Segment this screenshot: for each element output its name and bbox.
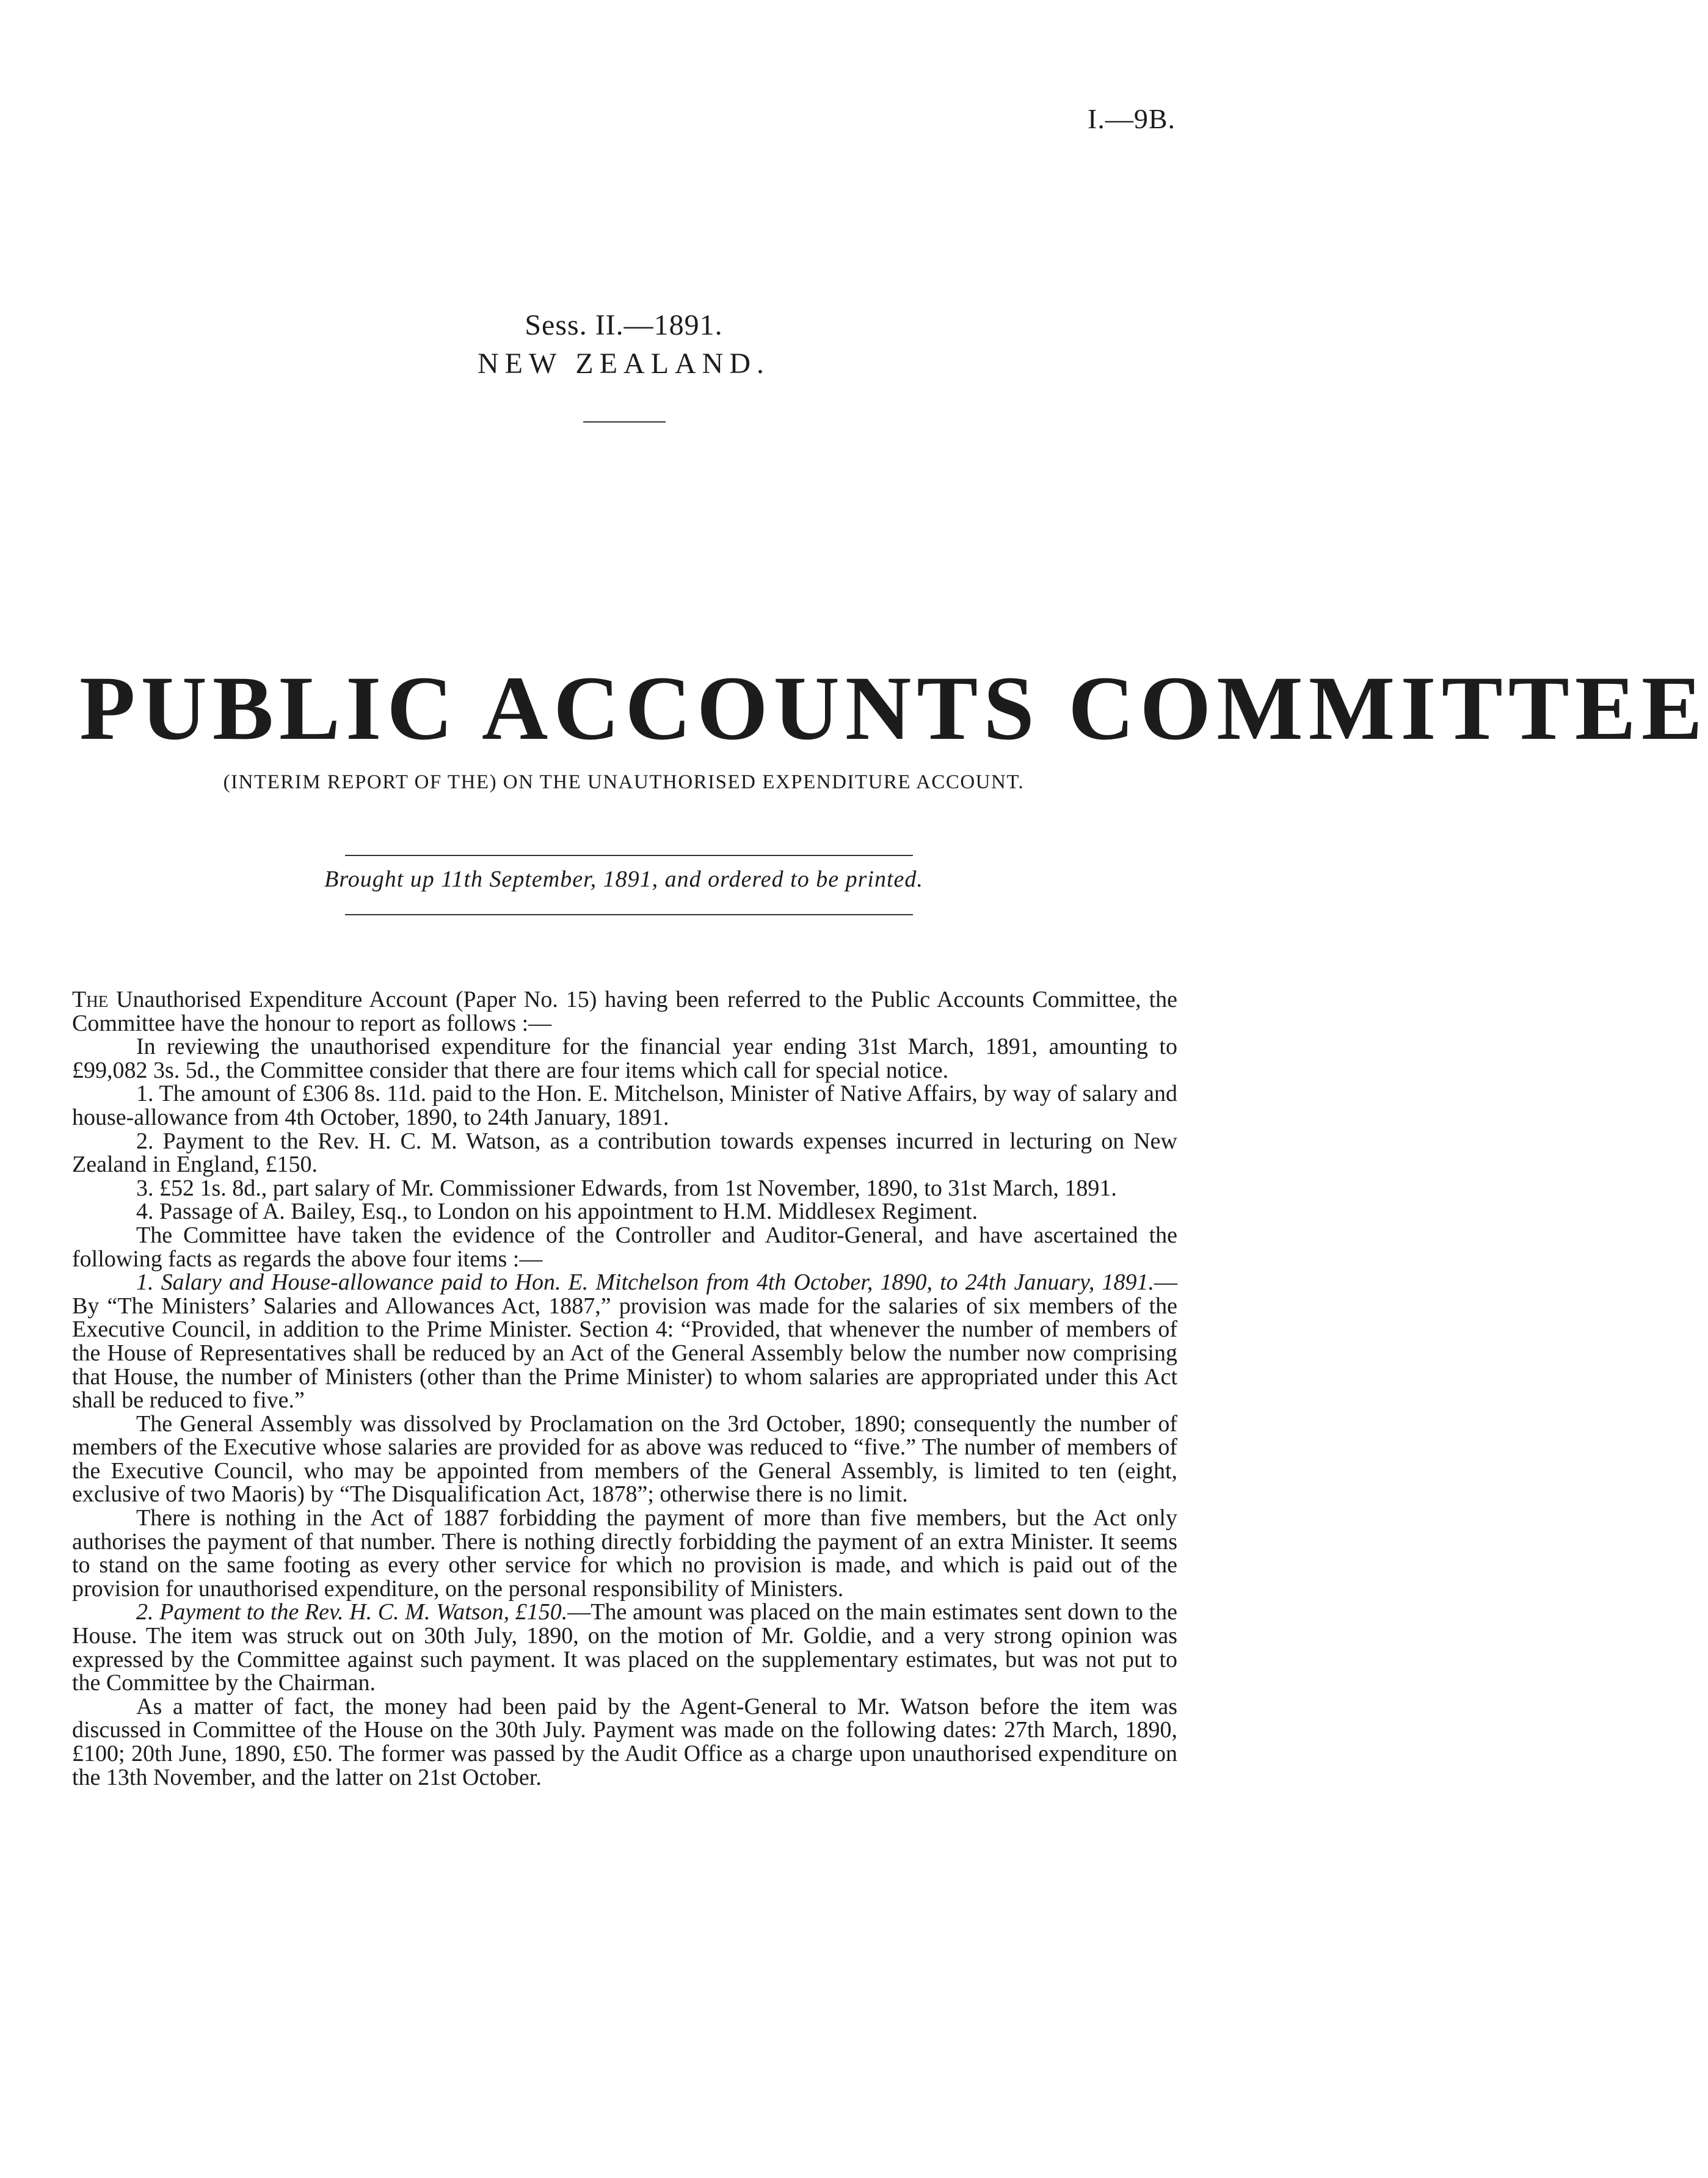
divider-top: [345, 855, 913, 856]
finding-1: [72, 1271, 1177, 1412]
finding-1-heading: 1. Salary and House-allowance paid to Hon. E. Mitchelson from 4th October, 1890, to 24th January, 1891.: [136, 1269, 1154, 1296]
paragraph-evidence: The Committee have taken the evidence of the Controller and Auditor-General, and have ascertained the following facts as regards the above four items :—: [72, 1222, 1177, 1272]
item-2: 2. Payment to the Rev. H. C. M. Watson, as a contribution towards expenses incurred in lecturing on New Zealand in England, £150.: [72, 1128, 1177, 1178]
paragraph-payment-dates: As a matter of fact, the money had been paid by the Agent-General to Mr. Watson before the item was discussed in Committee of the House on the 30th July. Payment was made on the following dates: 27th March, 1890, £100; 20th June, 1890, £50. The former was passed by the Audit Office as a charge upon unauthorised expenditure on the 13th November, and the latter on 21st October.: [72, 1693, 1177, 1790]
paragraph-review: In reviewing the unauthorised expenditure for the financial year ending 31st March, 1891, amounting to £99,082 3s. 5d., the Committee consider that there are four items which call for special notice.: [72, 1034, 1177, 1083]
finding-2: [72, 1600, 1177, 1694]
item-4: 4. Passage of A. Bailey, Esq., to London on his appointment to H.M. Middlesex Regiment.: [136, 1199, 978, 1225]
paragraph-lead-word: The: [72, 987, 109, 1012]
brought-up-line: Brought up 11th September, 1891, and ordered to be printed.: [324, 866, 923, 892]
finding-2-heading: 2. Payment to the Rev. H. C. M. Watson, £150.: [136, 1599, 568, 1625]
item-3: 3. £52 1s. 8d., part salary of Mr. Commissioner Edwards, from 1st November, 1890, to 31st March, 1891.: [136, 1175, 1117, 1201]
divider-short: [583, 421, 666, 423]
report-body: [72, 988, 1177, 1789]
paragraph-dissolution: The General Assembly was dissolved by Proclamation on the 3rd October, 1890; consequently the number of members of the Executive whose salaries are provided for as above was reduced to “five.” The number of members of the Executive Council, who may be appointed from members of the General Assembly, is limited to ten (eight, exclusive of two Maoris) by “The Disqualification Act, 1878”; otherwise there is no limit.: [72, 1410, 1177, 1508]
paragraph-intro-text: Unauthorised Expenditure Account (Paper No. 15) having been referred to the Public Accounts Committee, the Committee have the honour to report as follows :—: [72, 987, 1177, 1036]
country-line: NEW ZEALAND.: [477, 347, 771, 380]
paragraph-intro: [72, 988, 1177, 1035]
page-reference: I.—9B.: [1088, 103, 1176, 134]
paragraph-act-1887: There is nothing in the Act of 1887 forbidding the payment of more than five members, but the Act only authorises the payment of that number. There is nothing directly forbidding the payment of an extra Minister. It seems to stand on the same footing as every other service for which no provision is made, and which is paid out of the provision for unauthorised expenditure, on the personal responsibility of Ministers.: [72, 1505, 1177, 1602]
document-title: PUBLIC ACCOUNTS COMMITTEE: [79, 658, 1708, 759]
divider-bottom: [345, 914, 913, 915]
finding-1-text: —By “The Ministers’ Salaries and Allowances Act, 1887,” provision was made for the salaries of six members of the Executive Council, in addition to the Prime Minister. Section 4: “Provided, that whenever the number of members of the House of Representatives shall be reduced by an Act of the General Assembly below the number now comprising that House, the number of Ministers (other than the Prime Minister) to whom salaries are appropriated under this Act shall be reduced to five.”: [72, 1269, 1177, 1414]
item-1: 1. The amount of £306 8s. 11d. paid to the Hon. E. Mitchelson, Minister of Native Affairs, by way of salary and house-allowance from 4th October, 1890, to 24th January, 1891.: [72, 1081, 1177, 1130]
finding-2-text: —The amount was placed on the main estimates sent down to the House. The item was struck out on 30th July, 1890, on the motion of Mr. Goldie, and a very strong opinion was expressed by the Committee against such payment. It was placed on the supplementary estimates, but was not put to the Committee by the Chairman.: [72, 1599, 1177, 1696]
document-subtitle: (INTERIM REPORT OF THE) ON THE UNAUTHORISED EXPENDITURE ACCOUNT.: [223, 771, 1025, 793]
session-line: Sess. II.—1891.: [525, 309, 723, 341]
